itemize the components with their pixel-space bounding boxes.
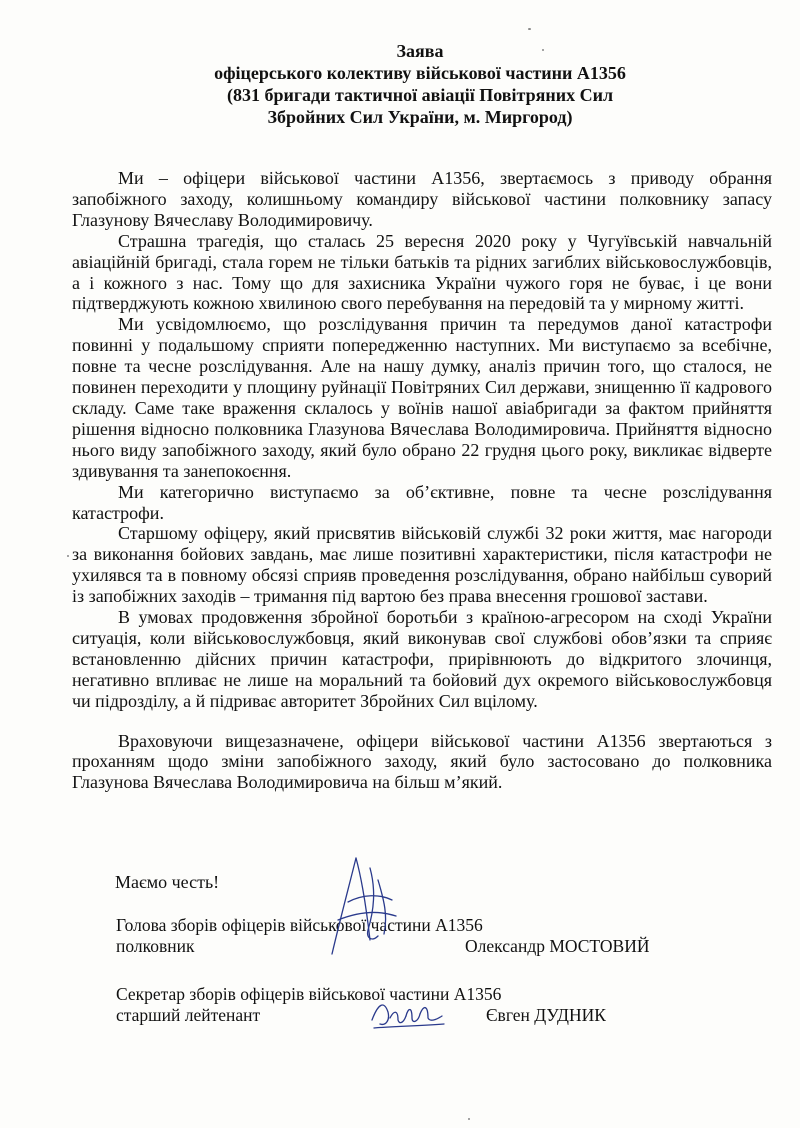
- paragraph-4: Ми категорично виступаємо за об’єктивне, повне та чесне розслідування катастрофи.: [72, 481, 772, 523]
- scan-speck: [468, 1118, 470, 1120]
- header-line-forces: Збройних Сил України, м. Миргород): [267, 107, 573, 127]
- signatory-name: Євген ДУДНИК: [486, 1005, 606, 1025]
- scan-speck: [528, 28, 531, 30]
- signatory-position-line: [116, 915, 676, 936]
- signatory-position: Секретар зборів офіцерів військової частини А1356: [116, 984, 502, 1004]
- paragraph-7: Враховуючи вищезазначене, офіцери військової частини А1356 звертаються з проханням щодо зміни запобіжного заходу, який було застосовано до полковника Глазунова Вячеслава Володимировича на більш м’який.: [72, 730, 772, 793]
- scan-speck: [542, 49, 544, 51]
- signatory-secretary: [116, 984, 636, 1026]
- signatory-chairman: [116, 915, 676, 957]
- signatory-rank: полковник: [116, 936, 195, 956]
- header-line-organization: офіцерського колективу військової частини А1356: [214, 63, 626, 83]
- signatory-position-line: [116, 984, 636, 1005]
- paragraph-3: Ми усвідомлюємо, що розслідування причин та передумов даної катастрофи повинні у подальшому сприяти попередженню наступних. Ми виступаємо за всебічне, повне та чесне розслідування. Але на нашу думку, аналіз причин того, що сталося, не повинен переходити у площину руйнації Повітряних Сил держави, знищенню її кадрового складу. Саме таке враження склалось у воїнів нашої авіабригади за фактом прийняття рішення відносно полковника Глазунова Вячеслава Володимировича. Прийняття відносно нього виду запобіжного заходу, який було обрано 22 грудня цього року, викликає відверте здивування та занепокоєння.: [72, 314, 772, 481]
- paragraph-5: Старшому офіцеру, який присвятив військовій службі 32 роки життя, має нагороди за виконання бойових завдань, має лише позитивні характеристики, після катастрофи не ухилявся та в повному обсязі сприяв проведення розслідування, обрано найбільш суворий із запобіжних заходів – тримання під вартою без права внесення грошової застави.: [72, 523, 772, 607]
- signatory-rank-line: [116, 936, 676, 957]
- closing-phrase: Маємо честь!: [115, 872, 220, 892]
- document-title: Заява: [396, 41, 444, 61]
- document-header: [0, 40, 800, 128]
- document-body: [72, 168, 772, 793]
- paragraph-6: В умовах продовження збройної боротьби з країною-агресором на сході України ситуація, коли військовослужбовця, який виконував свої службові обов’язки та сприяє встановленню дійсних причин катастрофи, прирівнюють до відкритого злочинця, негативно впливає не лише на моральний та бойовий дух окремого військовослужбовця чи підрозділу, а й підриває авторитет Збройних Сил вцілому.: [72, 607, 772, 711]
- scan-speck: [67, 555, 69, 557]
- signatory-rank: старший лейтенант: [116, 1005, 261, 1025]
- signatory-position: Голова зборів офіцерів військової частини А1356: [116, 915, 483, 935]
- signatory-name: Олександр МОСТОВИЙ: [465, 936, 650, 956]
- paragraph-2: Страшна трагедія, що сталась 25 вересня 2020 року у Чугуївській навчальній авіаційній бригаді, стала горем не тільки батьків та рідних загиблих військовослужбовців, а і кожного з нас. Тому що для захисника України чужого горя не буває, і це вони підтверджують кожною хвилиною свого перебування на передовій та у мирному житті.: [72, 230, 772, 314]
- signatory-rank-line: [116, 1005, 636, 1026]
- header-line-brigade: (831 бригади тактичної авіації Повітряних Сил: [226, 85, 614, 105]
- paragraph-1: Ми – офіцери військової частини А1356, звертаємось з приводу обрання запобіжного заходу, колишньому командиру військової частини полковнику запасу Глазунову Вячеславу Володимировичу.: [72, 168, 772, 230]
